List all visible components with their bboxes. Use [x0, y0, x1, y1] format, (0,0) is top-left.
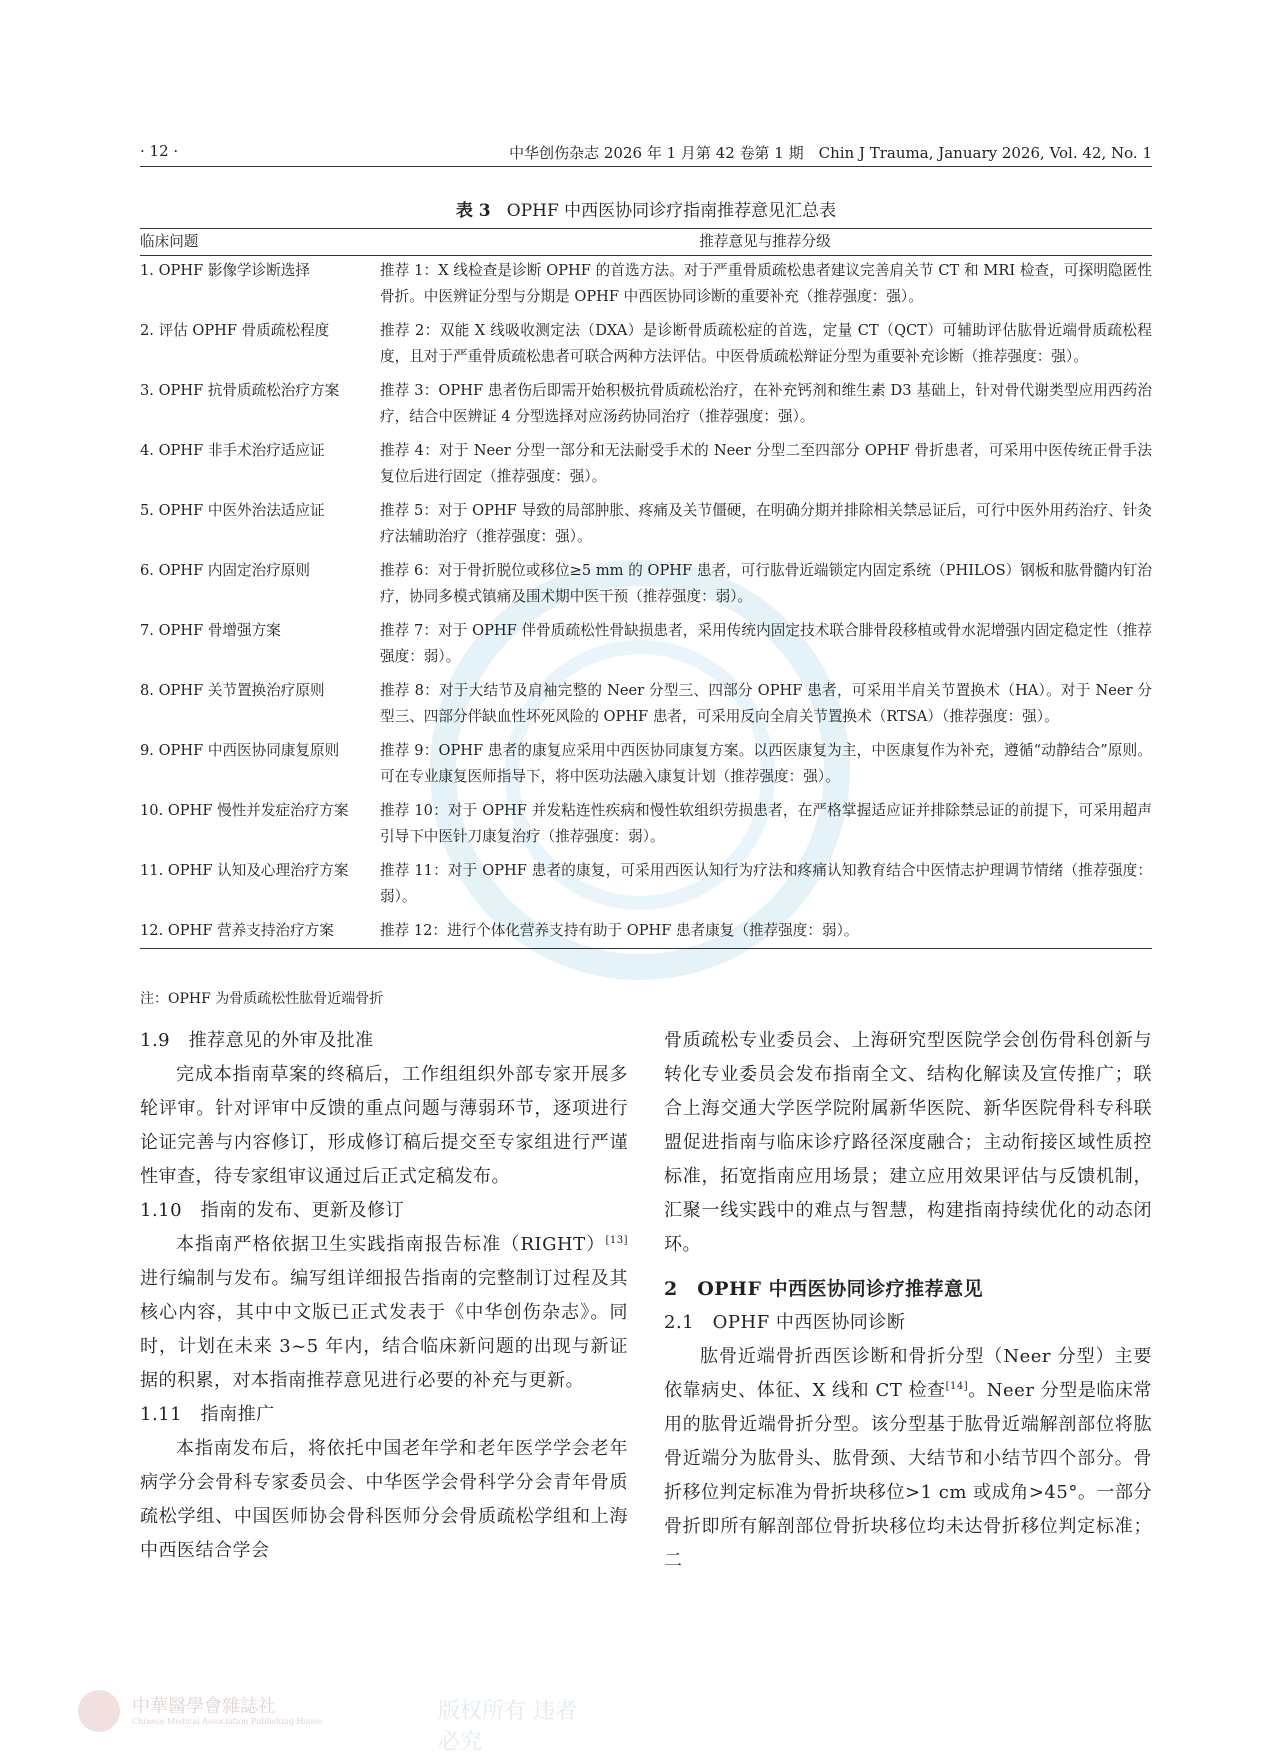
- clinical-question: 7. OPHF 骨增强方案: [140, 622, 281, 639]
- clinical-question: 11. OPHF 认知及心理治疗方案: [140, 862, 349, 879]
- recommendation-text: 推荐 10：对于 OPHF 并发粘连性疾病和慢性软组织劳损患者，在严格掌握适应证并排除禁忌证的前提下，可采用超声引导下中医针刀康复治疗（推荐强度：弱）。: [380, 802, 1152, 845]
- continued-paragraph: 骨质疏松专业委员会、上海研究型医院学会创伤骨科创新与转化专业委员会发布指南全文、结构化解读及宣传推广；联合上海交通大学医学院附属新华医院、新华医院骨科专科联盟促进指南与临床诊疗路径深度融合；主动衔接区域性质控标准，拓宽指南应用场景；建立应用效果评估与反馈机制，汇聚一线实践中的难点与智慧，构建指南持续优化的动态闭环。: [664, 1030, 1152, 1255]
- clinical-question: 5. OPHF 中医外治法适应证: [140, 502, 325, 519]
- table-row: [140, 916, 1152, 949]
- recommendation-text: 推荐 5：对于 OPHF 导致的局部肿胀、疼痛及关节僵硬，在明确分期并排除相关禁忌证后，可行中医外用药治疗、针灸疗法辅助治疗（推荐强度：强）。: [380, 502, 1152, 545]
- recommendation-text: 推荐 12：进行个体化营养支持有助于 OPHF 患者康复（推荐强度：弱）。: [378, 916, 1152, 949]
- section-paragraph: [664, 1340, 1152, 1578]
- section-heading-1-11: 1.11 指南推广: [140, 1404, 275, 1425]
- journal-citation: 中华创伤杂志 2026 年 1 月第 42 卷第 1 期 Chin J Trauma, January 2026, Vol. 42, No. 1: [509, 144, 1152, 162]
- recommendation-table: [140, 228, 1152, 949]
- citation-ref[interactable]: [13]: [605, 1235, 628, 1246]
- clinical-question: 10. OPHF 慢性并发症治疗方案: [140, 802, 349, 819]
- section-paragraph: [140, 1228, 628, 1398]
- copyright-mark: 版权所有 违者必究: [438, 1699, 577, 1755]
- table-header-row: [140, 229, 1152, 256]
- recommendation-text: 推荐 1：X 线检查是诊断 OPHF 的首选方法。对于严重骨质疏松患者建议完善肩关节 CT 和 MRI 检查，可探明隐匿性骨折。中医辨证分型与分期是 OPHF 中西医协同诊断的重要补充（推荐强度：强）。: [380, 262, 1152, 305]
- section-heading-2-1: 2.1 OPHF 中西医协同诊断: [664, 1312, 906, 1333]
- right-text-column: [664, 1024, 1152, 1578]
- table-label: 表 3: [455, 201, 491, 221]
- paragraph-text: 本指南严格依据卫生实践指南报告标准（RIGHT）: [176, 1234, 606, 1255]
- publisher-name: 中華醫學會雜誌社: [132, 1696, 276, 1717]
- publisher-watermark: [78, 1690, 598, 1755]
- clinical-question: 8. OPHF 关节置换治疗原则: [140, 682, 325, 699]
- publisher-name-en: Chinese Medical Association Publishing House: [132, 1717, 323, 1726]
- clinical-question: 12. OPHF 营养支持治疗方案: [140, 916, 378, 949]
- table-row: [140, 676, 1152, 736]
- citation-ref[interactable]: [14]: [945, 1381, 969, 1392]
- left-text-column: [140, 1024, 628, 1568]
- paragraph-text: 进行编制与发布。编写组详细报告指南的完整制订过程及其核心内容，其中中文版已正式发表于《中华创伤杂志》。同时，计划在未来 3~5 年内，结合临床新问题的出现与新证据的积累，对本指南推荐意见进行必要的补充与更新。: [140, 1268, 628, 1391]
- paragraph-text: 。Neer 分型是临床常用的肱骨近端骨折分型。该分型基于肱骨近端解剖部位将肱骨近端分为肱骨头、肱骨颈、大结节和小结节四个部分。骨折移位判定标准为骨折块移位>1 cm 或成角>45°。一部分骨折即所有解剖部位骨折块移位均未达骨折移位判定标准；二: [664, 1380, 1152, 1571]
- running-header: [140, 140, 1152, 167]
- clinical-question: 1. OPHF 影像学诊断选择: [140, 262, 310, 279]
- recommendation-text: 推荐 9：OPHF 患者的康复应采用中西医协同康复方案。以西医康复为主，中医康复作为补充，遵循“动静结合”原则。可在专业康复医师指导下，将中医功法融入康复计划（推荐强度：强）。: [380, 742, 1152, 785]
- table-row: [140, 256, 1152, 317]
- clinical-question: 4. OPHF 非手术治疗适应证: [140, 442, 325, 459]
- table-row: [140, 736, 1152, 796]
- section-heading-1-9: 1.9 推荐意见的外审及批准: [140, 1030, 374, 1051]
- column-header-question: 临床问题: [140, 229, 378, 256]
- table-row: [140, 796, 1152, 856]
- recommendation-text: 推荐 6：对于骨折脱位或移位≥5 mm 的 OPHF 患者，可行肱骨近端锁定内固定系统（PHILOS）钢板和肱骨髓内钉治疗，协同多模式镇痛及围术期中医干预（推荐强度：弱）。: [380, 562, 1152, 605]
- table-row: [140, 376, 1152, 436]
- table-row: [140, 496, 1152, 556]
- clinical-question: 3. OPHF 抗骨质疏松治疗方案: [140, 382, 340, 399]
- table-row: [140, 436, 1152, 496]
- section-paragraph: 完成本指南草案的终稿后，工作组组织外部专家开展多轮评审。针对评审中反馈的重点问题与薄弱环节，逐项进行论证完善与内容修订，形成修订稿后提交至专家组进行严谨性审查，待专家组审议通过后正式定稿发布。: [140, 1064, 628, 1187]
- recommendation-text: 推荐 7：对于 OPHF 伴骨质疏松性骨缺损患者，采用传统内固定技术联合腓骨段移植或骨水泥增强内固定稳定性（推荐强度：弱）。: [380, 622, 1152, 665]
- recommendation-text: 推荐 4：对于 Neer 分型一部分和无法耐受手术的 Neer 分型二至四部分 OPHF 骨折患者，可采用中医传统正骨手法复位后进行固定（推荐强度：强）。: [380, 442, 1152, 485]
- section-paragraph: 本指南发布后，将依托中国老年学和老年医学学会老年病学分会骨科专家委员会、中华医学会骨科学分会青年骨质疏松学组、中国医师协会骨科医师分会骨质疏松学组和上海中西医结合学会: [140, 1438, 628, 1561]
- table-footnote: 注：OPHF 为骨质疏松性肱骨近端骨折: [140, 991, 384, 1007]
- table-row: [140, 856, 1152, 916]
- table-row: [140, 616, 1152, 676]
- column-header-recommendation: 推荐意见与推荐分级: [378, 229, 1152, 256]
- table-title: [140, 196, 1152, 221]
- publisher-seal-icon: [78, 1690, 120, 1732]
- section-heading-2: 2 OPHF 中西医协同诊疗推荐意见: [664, 1278, 984, 1300]
- recommendation-text: 推荐 2：双能 X 线吸收测定法（DXA）是诊断骨质疏松症的首选，定量 CT（QCT）可辅助评估肱骨近端骨质疏松程度，且对于严重骨质疏松患者可联合两种方法评估。中医骨质疏松辩证分型为重要补充诊断（推荐强度：强）。: [380, 322, 1152, 365]
- clinical-question: 2. 评估 OPHF 骨质疏松程度: [140, 322, 330, 339]
- recommendation-text: 推荐 3：OPHF 患者伤后即需开始积极抗骨质疏松治疗，在补充钙剂和维生素 D3 基础上，针对骨代谢类型应用西药治疗，结合中医辨证 4 分型选择对应汤药协同治疗（推荐强度：强）。: [380, 382, 1152, 425]
- recommendation-text: 推荐 8：对于大结节及肩袖完整的 Neer 分型三、四部分 OPHF 患者，可采用半肩关节置换术（HA）。对于 Neer 分型三、四部分伴缺血性坏死风险的 OPHF 患者，可采用反向全肩关节置换术（RTSA）（推荐强度：强）。: [380, 682, 1152, 725]
- table-title-text: OPHF 中西医协同诊疗指南推荐意见汇总表: [506, 201, 837, 221]
- clinical-question: 6. OPHF 内固定治疗原则: [140, 562, 310, 579]
- section-heading-1-10: 1.10 指南的发布、更新及修订: [140, 1200, 405, 1221]
- table-row: [140, 316, 1152, 376]
- recommendation-text: 推荐 11：对于 OPHF 患者的康复，可采用西医认知行为疗法和疼痛认知教育结合中医情志护理调节情绪（推荐强度：弱）。: [380, 862, 1152, 905]
- page-number: · 12 ·: [140, 142, 179, 160]
- table-row: [140, 556, 1152, 616]
- clinical-question: 9. OPHF 中西医协同康复原则: [140, 742, 340, 759]
- paragraph-text: 肱骨近端骨折西医诊断和骨折分型（Neer 分型）主要依靠病史、体征、X 线和 CT 检查: [664, 1346, 1152, 1401]
